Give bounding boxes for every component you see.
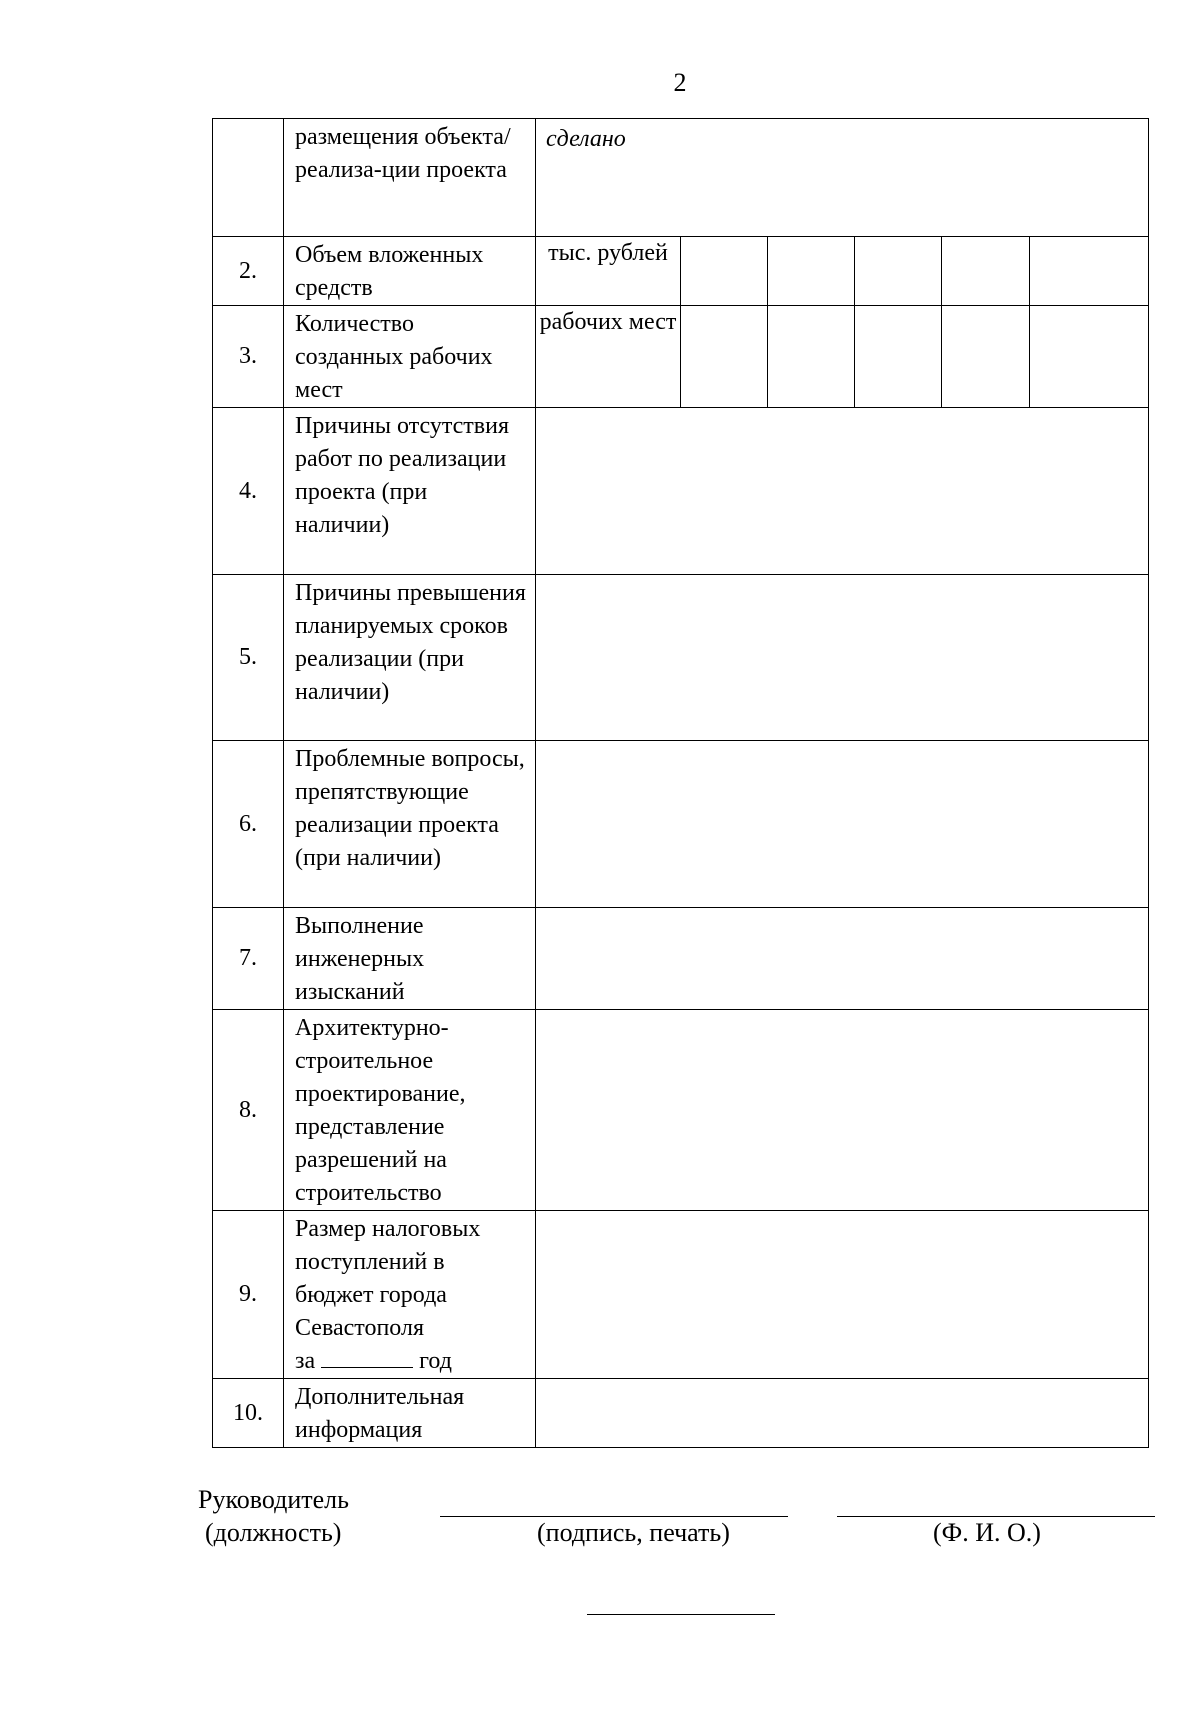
row-label: Архитектурно-строительное проектирование, представление разрешений на строительство [284, 1010, 536, 1211]
row-number: 7. [213, 908, 284, 1010]
value-cell [1030, 237, 1149, 306]
name-label: (Ф. И. О.) [933, 1518, 1041, 1547]
row-label: Выполнение инженерных изысканий [284, 908, 536, 1010]
value-cell [536, 1211, 1149, 1379]
period-blank [321, 1345, 413, 1368]
unit-cell: тыс. рублей [536, 237, 681, 306]
value-cell [536, 575, 1149, 741]
table-row [213, 575, 1149, 741]
value-cell [536, 741, 1149, 908]
signature-line [440, 1516, 788, 1517]
value-cell [536, 908, 1149, 1010]
row-label-text: Размер налоговых поступлений в бюджет города Севастополя [295, 1216, 481, 1341]
table-row [213, 908, 1149, 1010]
value-cell [681, 306, 768, 408]
row-number: 5. [213, 575, 284, 741]
signature-label: (подпись, печать) [537, 1518, 730, 1547]
row-label: Причины отсутствия работ по реализации проекта (при наличии) [284, 408, 536, 575]
row-label: Причины превышения планируемых сроков реализации (при наличии) [284, 575, 536, 741]
value-cell [536, 1010, 1149, 1211]
row-number: 8. [213, 1010, 284, 1211]
signer-title: Руководитель [198, 1485, 349, 1514]
signer-position-label: (должность) [205, 1518, 342, 1547]
value-cell [855, 306, 942, 408]
row-label: Количество созданных рабочих мест [284, 306, 536, 408]
table-row [213, 1010, 1149, 1211]
value-cell [768, 237, 855, 306]
value-cell [768, 306, 855, 408]
value-cell [942, 237, 1030, 306]
period-suffix: год [419, 1348, 452, 1374]
row-label [284, 1211, 536, 1379]
period-prefix: за [295, 1348, 316, 1374]
table-row [213, 119, 1149, 237]
row-number [213, 119, 284, 237]
page-number: 2 [673, 68, 687, 97]
value-cell [536, 1379, 1149, 1448]
value-cell [681, 237, 768, 306]
table-row [213, 741, 1149, 908]
table-row [213, 306, 1149, 408]
row-number: 2. [213, 237, 284, 306]
row-number: 6. [213, 741, 284, 908]
table-row [213, 237, 1149, 306]
row-number: 4. [213, 408, 284, 575]
value-cell [942, 306, 1030, 408]
table-row [213, 1379, 1149, 1448]
row-label: Объем вложенных средств [284, 237, 536, 306]
value-cell [1030, 306, 1149, 408]
row-label: Дополнительная информация [284, 1379, 536, 1448]
unit-cell: рабочих мест [536, 306, 681, 408]
report-table [212, 118, 1149, 1448]
row-number: 3. [213, 306, 284, 408]
row-value-cell: сделано [536, 119, 1149, 237]
name-line [837, 1516, 1155, 1517]
table-row [213, 408, 1149, 575]
row-number: 10. [213, 1379, 284, 1448]
row-label: Проблемные вопросы, препятствующие реализации проекта (при наличии) [284, 741, 536, 908]
row-number: 9. [213, 1211, 284, 1379]
row-label: размещения объекта/реализа-ции проекта [284, 119, 536, 237]
table-row [213, 1211, 1149, 1379]
signer-position [198, 1483, 349, 1549]
value-cell [855, 237, 942, 306]
separator-line [587, 1614, 775, 1615]
value-cell [536, 408, 1149, 575]
